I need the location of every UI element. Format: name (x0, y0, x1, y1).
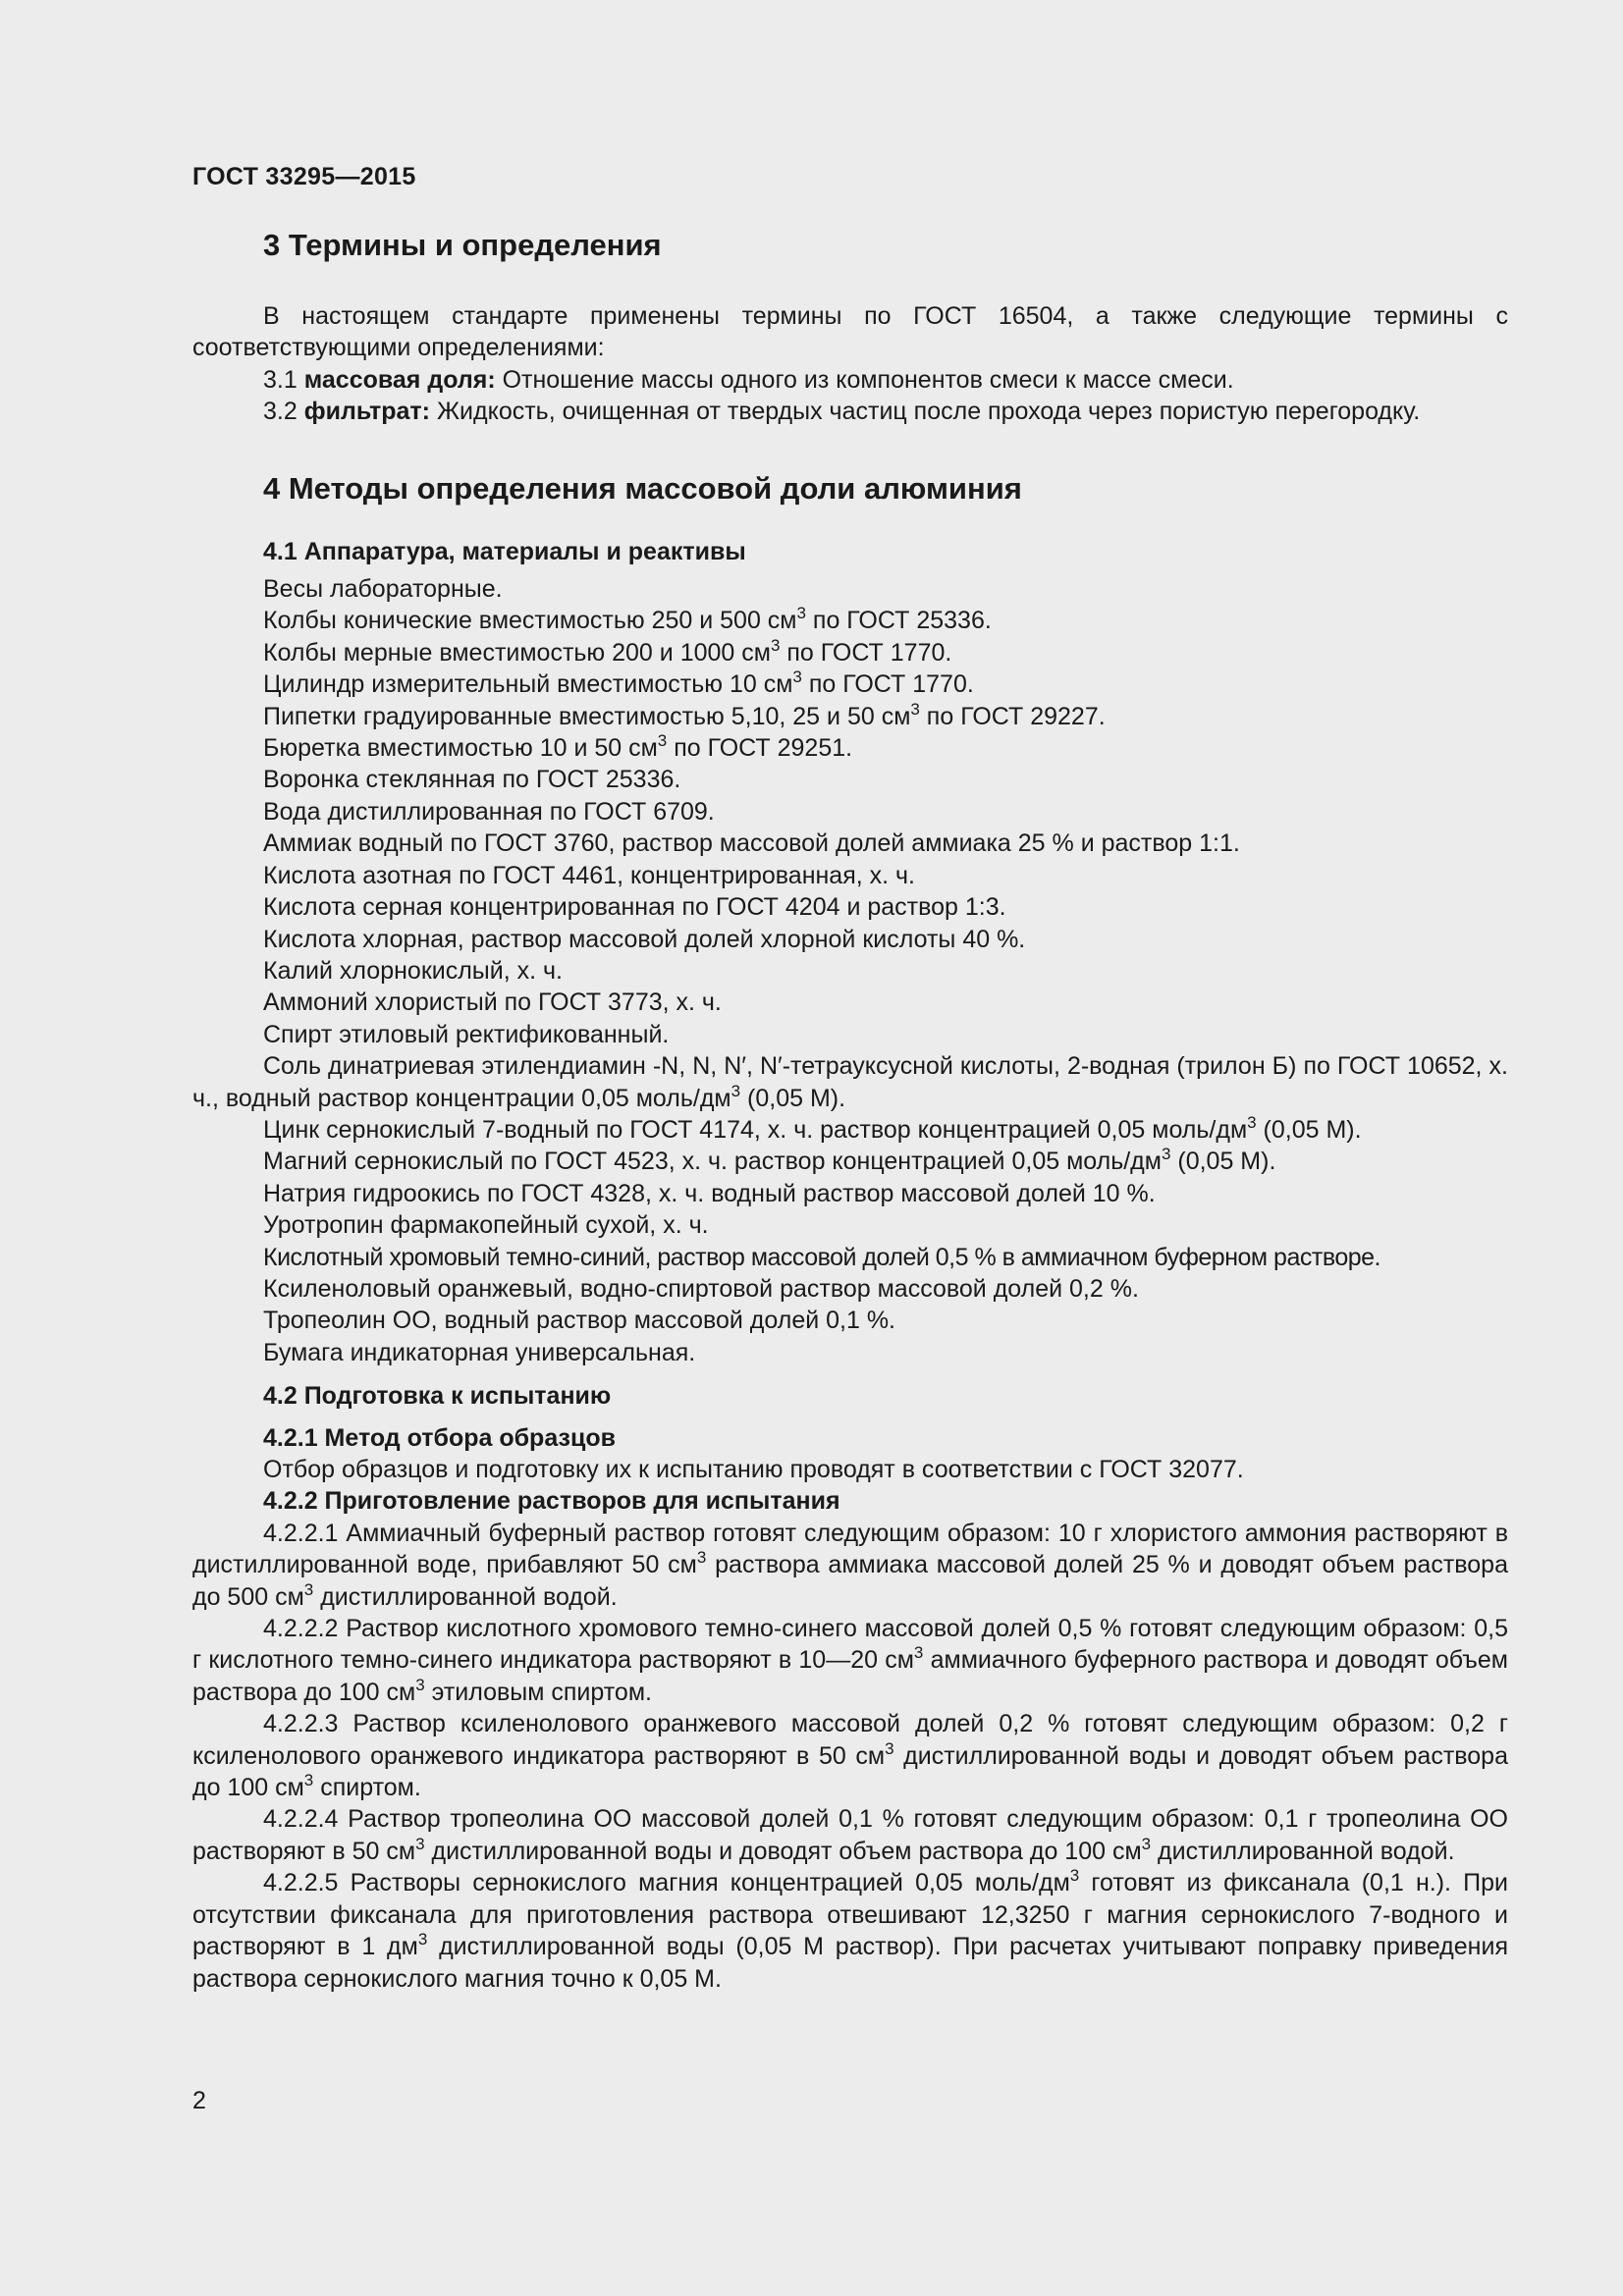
list-item: Бумага индикаторная универсальная. (263, 1338, 696, 1366)
list-item: Бюретка вместимостью 10 и 50 $см^3$ по ГОСТ 29251. (263, 731, 853, 763)
section-3-intro: В настоящем стандарте применены термины по ГОСТ 16504, а также следующие термины с соответствующими определениями: (192, 302, 1508, 362)
list-item: Воронка стеклянная по ГОСТ 25336. (263, 766, 681, 794)
list-item: Спирт этиловый ректификованный. (263, 1020, 670, 1048)
list-item: Пипетки градуированные вместимостью 5,10, 25 и 50 $см^3$ по ГОСТ 29227. (263, 699, 1106, 730)
section-4-heading: 4 Методы определения массовой доли алюминия (263, 470, 1022, 506)
list-item: Цилиндр измерительный вместимостью 10 $см^3$ по ГОСТ 1770. (263, 667, 974, 699)
document-code: ГОСТ 33295—2015 (192, 163, 416, 190)
list-item: Кислота серная концентрированная по ГОСТ 4204 и раствор 1:3. (263, 893, 1006, 922)
list-item: Тропеолин ОО, водный раствор массовой долей 0,1 %. (263, 1307, 896, 1335)
section-4-2-1-text: Отбор образцов и подготовку их к испытанию проводят в соответствии с ГОСТ 32077. (263, 1456, 1244, 1483)
term-3-1: 3.1 массовая доля: Отношение массы одного из компонентов смеси к массе смеси. (263, 365, 1234, 394)
list-item: Аммиак водный по ГОСТ 3760, раствор массовой долей аммиака 25 % и раствор 1:1. (263, 829, 1240, 858)
list-item: Магний сернокислый по ГОСТ 4523, х. ч. раствор концентрацией 0,05 моль/$дм^3$ (0,05 М). (263, 1145, 1276, 1176)
list-item: Аммоний хлористый по ГОСТ 3773, х. ч. (263, 988, 722, 1017)
list-item: Колбы мерные вместимостью 200 и 1000 $см^3$ по ГОСТ 1770. (263, 635, 952, 667)
list-item: Вода дистиллированная по ГОСТ 6709. (263, 797, 715, 826)
page-number: 2 (192, 2087, 206, 2114)
list-item: Ксиленоловый оранжевый, водно-спиртовой раствор массовой долей 0,2 %. (263, 1274, 1139, 1303)
paragraph-4-2-2-1: 4.2.2.1 Аммиачный буферный раствор готовят следующим образом: 10 г хлористого аммония растворяют в дистиллированной воде, прибавляют 50 $см^3$ раствора аммиака массовой долей 25 % и доводят объем раствора до 500 $см^3$ дистиллированной водой. (192, 1519, 1508, 1611)
list-item: Кислотный хромовый темно-синий, раствор массовой долей 0,5 % в аммиачном буферном растворе. (263, 1243, 1380, 1271)
paragraph-4-2-2-5: 4.2.2.5 Растворы сернокислого магния концентрацией 0,05 моль/$дм^3$ готовят из фиксанала (0,1 н.). При отсутствии фиксанала для приготовления раствора отвешивают 12,3250 г магния сернокислого 7-водного и растворяют в 1 $дм^3$ дистиллированной воды (0,05 М раствор). При расчетах учитывают поправку приведения раствора сернокислого магния точно к 0,05 М. (192, 1866, 1509, 1993)
section-3-heading: 3 Термины и определения (263, 228, 662, 262)
list-item: Весы лабораторные. (263, 575, 503, 604)
section-4-2-1-heading: 4.2.1 Метод отбора образцов (263, 1423, 616, 1452)
list-item: Кислота азотная по ГОСТ 4461, концентрированная, х. ч. (263, 861, 916, 889)
list-item: Калий хлорнокислый, х. ч. (263, 956, 563, 985)
list-item: Соль динатриевая этилендиамин -N, N, N′, N′-тетрауксусной кислоты, 2-водная (трилон Б) по ГОСТ 10652, х. ч., водный раствор концентрации 0,05 моль/$дм^3$ (0,05 М). (192, 1052, 1508, 1112)
list-item: Кислота хлорная, раствор массовой долей хлорной кислоты 40 %. (263, 925, 1026, 953)
section-4-1-heading: 4.1 Аппаратура, материалы и реактивы (263, 537, 746, 565)
term-3-2: 3.2 фильтрат: Жидкость, очищенная от твердых частиц после прохода через пористую перегородку. (263, 398, 1421, 426)
paragraph-4-2-2-4: 4.2.2.4 Раствор тропеолина ОО массовой долей 0,1 % готовят следующим образом: 0,1 г тропеолина ОО растворяют в 50 $см^3$ дистиллированной воды и доводят объем раствора до 100 $см^3$ дистиллированной водой. (192, 1805, 1508, 1865)
document-body (192, 226, 1508, 1995)
paragraph-4-2-2-3: 4.2.2.3 Раствор ксиленолового оранжевого массовой долей 0,2 % готовят следующим образом: 0,2 г ксиленолового оранжевого индикатора растворяют в 50 $см^3$ дистиллированной воды и доводят объем раствора до 100 $см^3$ спиртом. (192, 1710, 1508, 1802)
list-item: Уротропин фармакопейный сухой, х. ч. (263, 1211, 709, 1240)
section-4-2-heading: 4.2 Подготовка к испытанию (263, 1382, 612, 1411)
section-4-2-2-heading: 4.2.2 Приготовление растворов для испытания (263, 1487, 840, 1516)
list-item: Колбы конические вместимостью 250 и 500 $см^3$ по ГОСТ 25336. (263, 604, 992, 635)
list-item: Цинк сернокислый 7-водный по ГОСТ 4174, х. ч. раствор концентрацией 0,05 моль/$дм^3$ (0,05 М). (263, 1112, 1362, 1144)
paragraph-4-2-2-2: 4.2.2.2 Раствор кислотного хромового темно-синего массовой долей 0,5 % готовят следующим образом: 0,5 г кислотного темно-синего индикатора растворяют в 10—20 $см^3$ аммиачного буферного раствора и доводят объем раствора до 100 $см^3$ этиловым спиртом. (192, 1615, 1508, 1706)
list-item: Натрия гидроокись по ГОСТ 4328, х. ч. водный раствор массовой долей 10 %. (263, 1179, 1156, 1207)
